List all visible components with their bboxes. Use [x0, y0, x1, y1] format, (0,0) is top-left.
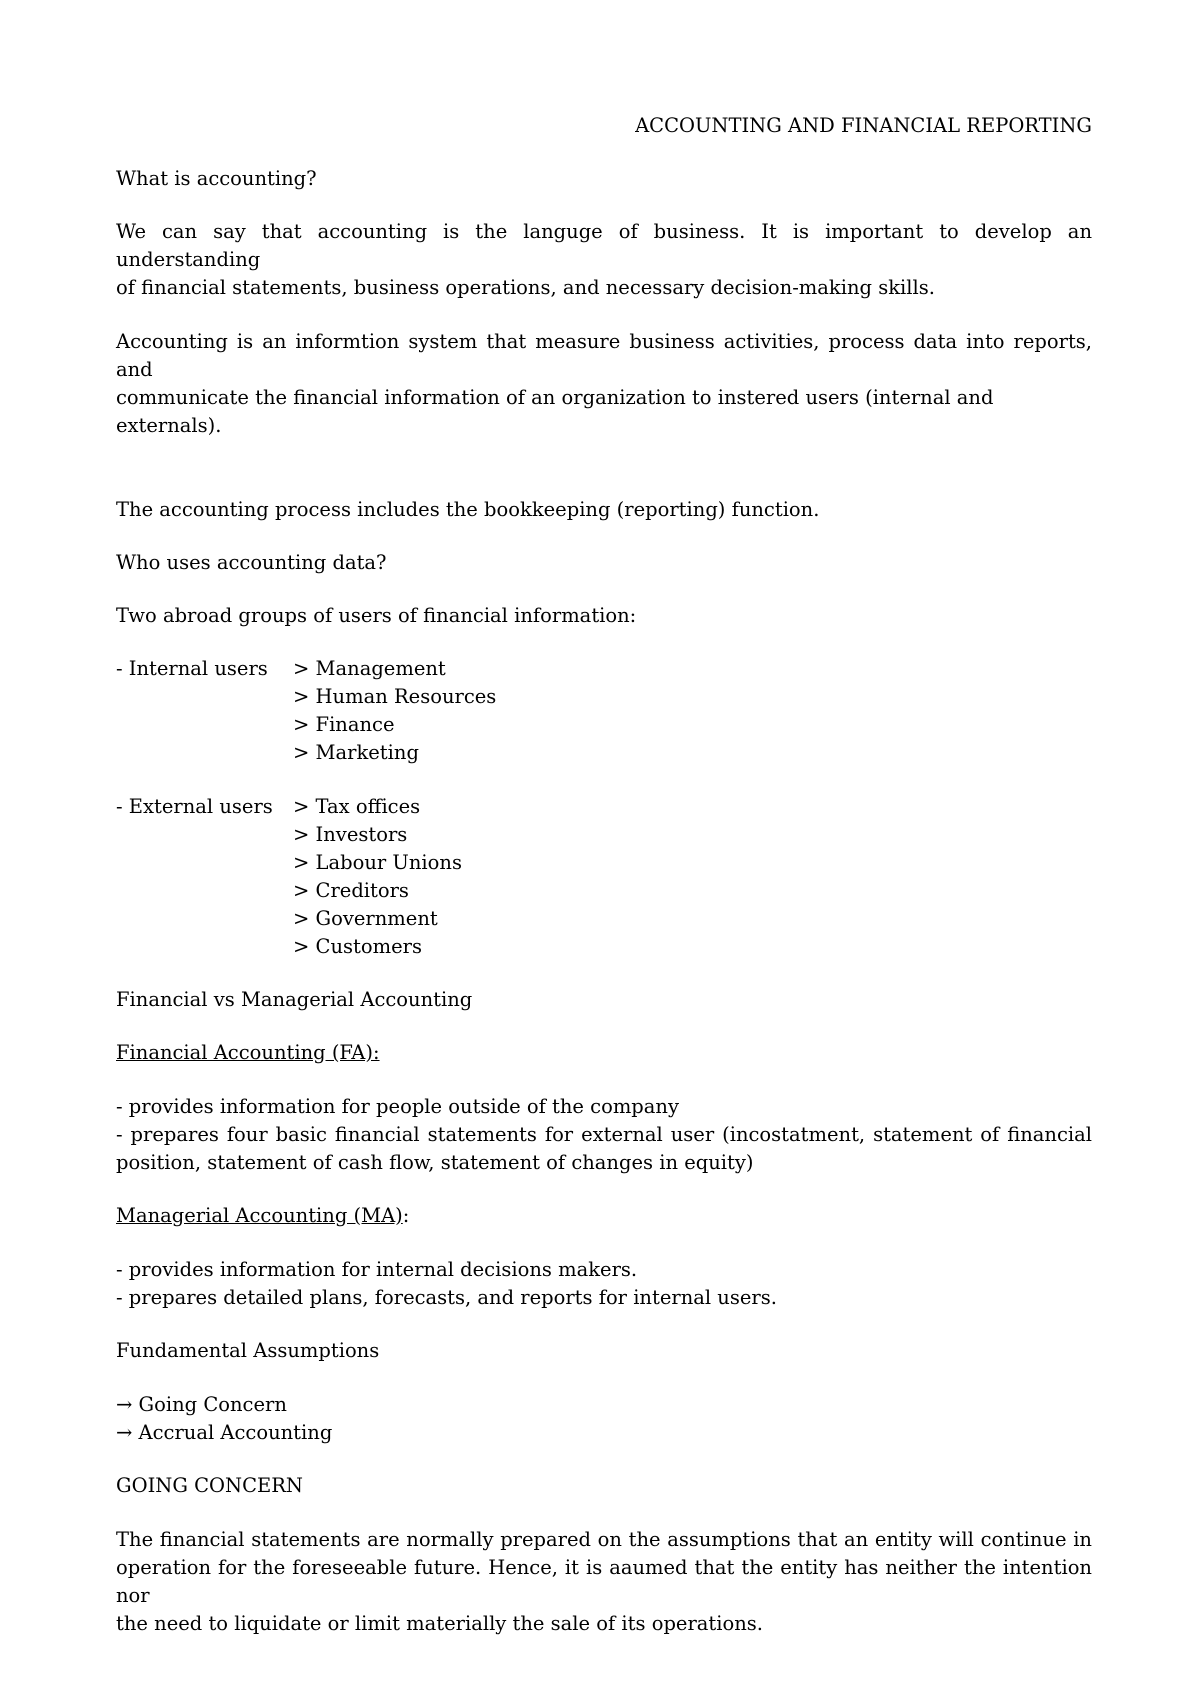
list-item: > Government: [293, 907, 438, 930]
paragraph-line: We can say that accounting is the languge of business. It is important to develop an understanding: [116, 220, 1092, 271]
paragraph-line: communicate the financial information of an organization to instered users (internal and externals).: [116, 386, 994, 437]
internal-users-list: [293, 655, 1092, 767]
list-item: → Going Concern: [116, 1393, 287, 1416]
groups-intro: Two abroad groups of users of financial information:: [116, 604, 637, 627]
paragraph-information-system: [116, 328, 1092, 440]
financial-accounting-points: [116, 1093, 1092, 1177]
heading-colon: :: [402, 1204, 410, 1227]
heading-financial-accounting: [116, 1039, 1092, 1067]
document-title: ACCOUNTING AND FINANCIAL REPORTING: [635, 114, 1092, 137]
list-item: > Investors: [293, 823, 408, 846]
list-item: > Marketing: [293, 741, 419, 764]
paragraph-line: - provides information for people outside of the company: [116, 1095, 679, 1118]
list-item: > Management: [293, 657, 446, 680]
list-item: > Human Resources: [293, 685, 497, 708]
heading-financial-vs-managerial: Financial vs Managerial Accounting: [116, 988, 473, 1011]
internal-users-group: [116, 655, 1092, 767]
paragraph-language-of-business: [116, 218, 1092, 302]
list-item: → Accrual Accounting: [116, 1421, 333, 1444]
paragraph-line: - provides information for internal decisions makers.: [116, 1258, 638, 1281]
heading-managerial-accounting: [116, 1202, 1092, 1230]
external-users-group: [116, 793, 1092, 961]
paragraph-going-concern: [116, 1526, 1092, 1638]
list-item: > Labour Unions: [293, 851, 462, 874]
heading-going-concern: GOING CONCERN: [116, 1474, 303, 1497]
paragraph-line: operation for the foreseeable future. Hence, it is aaumed that the entity has neither the intention nor: [116, 1556, 1092, 1607]
list-item: > Tax offices: [293, 795, 421, 818]
paragraph-accounting-process: The accounting process includes the bookkeeping (reporting) function.: [116, 498, 820, 521]
heading-fundamental-assumptions: Fundamental Assumptions: [116, 1339, 380, 1362]
external-users-list: [293, 793, 1092, 961]
heading-financial-accounting-text: Financial Accounting (FA):: [116, 1041, 380, 1064]
paragraph-line: The financial statements are normally prepared on the assumptions that an entity will continue in: [116, 1528, 1092, 1551]
paragraph-line: - prepares detailed plans, forecasts, and reports for internal users.: [116, 1286, 777, 1309]
list-item: > Creditors: [293, 879, 409, 902]
document-body: [116, 112, 1092, 1638]
question-who-uses: Who uses accounting data?: [116, 551, 387, 574]
fundamental-assumptions-list: [116, 1391, 1092, 1447]
list-item: > Customers: [293, 935, 422, 958]
question-what-is-accounting: What is accounting?: [116, 167, 317, 190]
paragraph-line: position, statement of cash flow, statement of changes in equity): [116, 1151, 754, 1174]
list-item: > Finance: [293, 713, 395, 736]
managerial-accounting-points: [116, 1256, 1092, 1312]
paragraph-line: the need to liquidate or limit materially the sale of its operations.: [116, 1612, 763, 1635]
external-users-label: - External users: [116, 795, 273, 818]
paragraph-line: - prepares four basic financial statements for external user (incostatment, statement of financial: [116, 1123, 1092, 1146]
heading-managerial-accounting-text: Managerial Accounting (MA): [116, 1204, 403, 1227]
internal-users-label: - Internal users: [116, 657, 268, 680]
paragraph-line: Accounting is an informtion system that measure business activities, process data into reports, and: [116, 330, 1092, 381]
paragraph-line: of financial statements, business operations, and necessary decision-making skills.: [116, 276, 935, 299]
